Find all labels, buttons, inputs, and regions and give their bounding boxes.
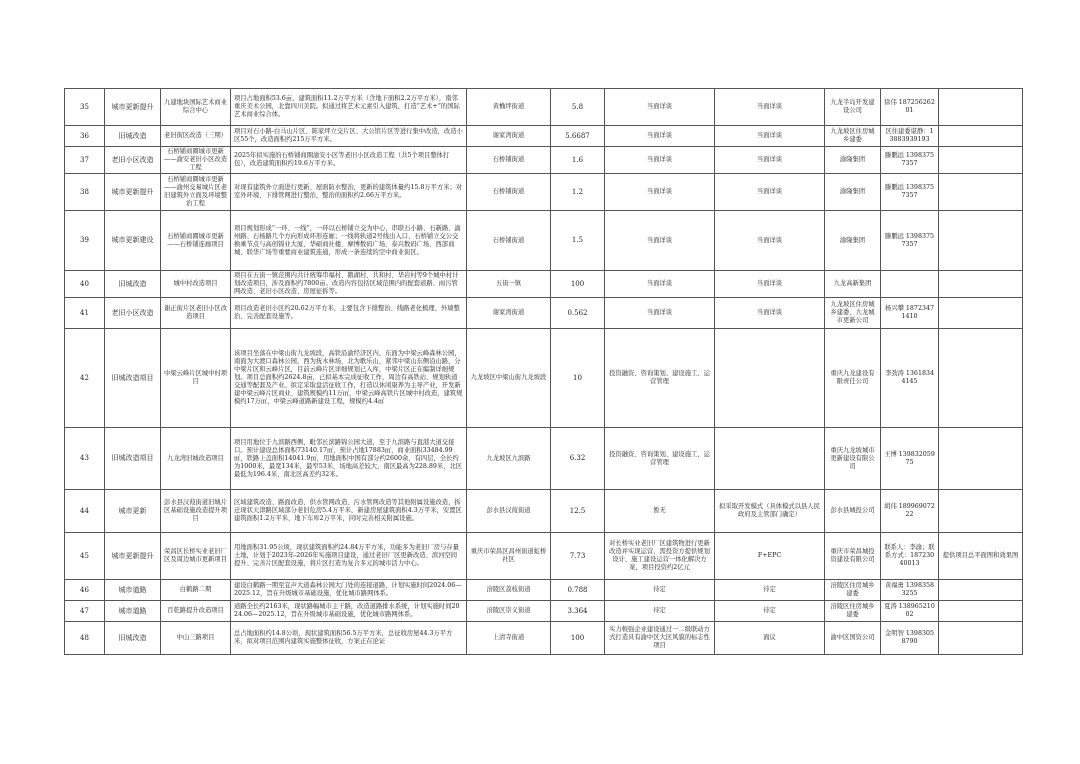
cell-investment: 12.5 [551,490,605,533]
cell-owner: 九龙坡区住房城乡建委 [825,126,881,147]
cell-type: 城市道路 [105,580,161,601]
cell-remark [939,601,1023,622]
cell-remark: 提供项目总平面图和效果图 [939,533,1023,580]
cell-no: 39 [65,211,105,271]
cell-contact: 胡伟 18996907222 [881,490,939,533]
table-row [65,147,1023,174]
cell-mode: 待定 [605,601,715,622]
cell-type: 老旧小区改造 [105,298,161,329]
cell-location: 黄桷坪街道 [467,89,551,126]
table-row [65,490,1023,533]
table-row [65,271,1023,298]
cell-location: 涪陵区荔枝街道 [467,580,551,601]
cell-mode: 当面详谈 [605,211,715,271]
cell-location: 涪陵区崇义街道 [467,601,551,622]
cell-remark [939,329,1023,428]
table-row [65,211,1023,271]
cell-investment: 7.73 [551,533,605,580]
cell-investment: 1.5 [551,211,605,271]
cell-location: 石桥铺街道 [467,174,551,211]
cell-owner: 九龙高新集团 [825,271,881,298]
cell-owner: 九龙坡区住房城乡建委、九龙城市更新公司 [825,298,881,329]
cell-cooperation: 当面详谈 [715,126,825,147]
cell-owner: 九龙半岛开发建设公司 [825,89,881,126]
cell-no: 37 [65,147,105,174]
cell-name: 老旧街区改造（三期） [161,126,231,147]
cell-remark [939,89,1023,126]
cell-remark [939,298,1023,329]
cell-location: 石桥铺街道 [467,147,551,174]
project-table-sheet [64,88,1022,655]
cell-type: 城市更新 [105,490,161,533]
cell-mode: 当面详谈 [605,147,715,174]
cell-investment: 3.364 [551,601,605,622]
cell-description: 用地面积31.95公顷，现状建筑面积约24.84万平方米，功能多为老旧厂房与存量土地，计划于2023年-2026年实施项目建设，通过老旧厂区更新改造、滨河空间提升、完善片区配套设施，将片区打造为复合多元的城市活力中心。 [231,533,467,580]
cell-cooperation: 当面详谈 [715,147,825,174]
cell-mode: 待定 [605,580,715,601]
cell-location: 重庆市荣昌区昌州街道虹桥社区 [467,533,551,580]
cell-mode: 投资融资、咨询策划、建设施工、运营管理 [605,428,715,490]
table-row [65,428,1023,490]
cell-no: 35 [65,89,105,126]
cell-remark [939,580,1023,601]
cell-location: 上清寺街道 [467,622,551,655]
cell-name: 石桥铺商圈城市更新——石桥铺连廊项目 [161,211,231,271]
cell-type: 城市更新提升 [105,174,161,211]
cell-investment: 0.562 [551,298,605,329]
table-row [65,174,1023,211]
cell-owner: 涪陵区住房城乡建委 [825,601,881,622]
cell-contact: 王博 13983205975 [881,428,939,490]
cell-type: 旧城改造项目 [105,428,161,490]
cell-description: 对现有建筑外立面进行更新、屋面防水整治，更新的建筑体量约15.8万平方米；对室外环境、下排管网进行整治，整治的面积约2.66万平方米。 [231,174,467,211]
cell-contact: 金明智 13983058790 [881,622,939,655]
cell-description: 项目占地面积53.6亩，建筑面积11.2万平方米（含地下面积2.2万平方米），南邻重庆美术公园，北靠四川美院。拟通过将艺术元素引入建筑，打造“艺术+”的国际艺术商业综合体。 [231,89,467,126]
cell-no: 38 [65,174,105,211]
cell-description: 总占地面积约14.8公顷，现状建筑面积56.5万平方米，总征收房屋44.3万平方米，拟对项目范围内建筑实施整体征收，方案正在论证 [231,622,467,655]
cell-location: 九龙坡区中梁山街九龙坡段 [467,329,551,428]
cell-name: 九龙湾旧城改造项目 [161,428,231,490]
cell-investment: 5.6687 [551,126,605,147]
cell-type: 城市道路 [105,601,161,622]
cell-cooperation: 面议 [715,622,825,655]
cell-type: 旧城改造 [105,271,161,298]
cell-description: 2025年拟实施的石桥铺商圈渝安小区等老旧小区改造工程（共5个项目整体打包），改造建筑面积约19.6万平方米。 [231,147,467,174]
cell-owner: 彭水县城投公司 [825,490,881,533]
table-row [65,622,1023,655]
cell-name: 石桥铺商圈城市更新——渝安老旧小区改造工程 [161,147,231,174]
cell-description: 项目改造老旧小区约20.62万平方米，主要包含下排整治、线路老化梳理、外墙整治、完善配套设施等。 [231,298,467,329]
cell-investment: 10 [551,329,605,428]
cell-location: 谢家湾街道 [467,298,551,329]
cell-contact: 徐伟 18725626201 [881,89,939,126]
cell-name: 石桥铺商圈城市更新——渝州交易城片区老旧建筑外立面及环境整治工程 [161,174,231,211]
cell-name: 中梁云峰片区城中村项目 [161,329,231,428]
cell-cooperation: 拟采取开发模式（具体模式以县人民政府及主管部门确定） [715,490,825,533]
cell-owner: 重庆市荣昌城投资建设有限公司 [825,533,881,580]
cell-location: 谢家湾街道 [467,126,551,147]
cell-cooperation [715,329,825,428]
cell-investment: 1.6 [551,147,605,174]
cell-description: 项目用地位于九滨路西侧，毗邻长滨路锦公园大道，至于九滨路与直港大道交接口。预计建设总体面积73140.17㎡，预计占地17883㎡，商业面积33484.99㎡，铁路上盖面积14041.9㎡，用地面积中国有部分约2600余，有四层，全长约为1000米，最宽134米，最窄53米，场地高差较大，南区最高为228.89米，北区最低为196.4米，南北区高差约32米。 [231,428,467,490]
cell-mode: 当面详谈 [605,89,715,126]
cell-no: 48 [65,622,105,655]
cell-remark [939,622,1023,655]
cell-remark [939,126,1023,147]
cell-name: 荣昌区长桥实业老旧厂区及周边城市更新项目 [161,533,231,580]
cell-investment: 0.788 [551,580,605,601]
cell-mode: 对长桥实业老旧厂区建筑物进行更新改造并实现运营，需投资方提供规划设计、施工建设运营一体化解决方案，项目投资约2亿元 [605,533,715,580]
cell-contact: 杨兴攀 18723471410 [881,298,939,329]
cell-name: 九建地块国际艺术商业综合中心 [161,89,231,126]
cell-remark [939,271,1023,298]
cell-no: 46 [65,580,105,601]
cell-remark [939,490,1023,533]
cell-owner: 渝中区国资公司 [825,622,881,655]
cell-investment: 6.32 [551,428,605,490]
cell-mode: 当面详谈 [605,298,715,329]
cell-mode: 暂无 [605,490,715,533]
cell-owner: 重庆九龙坡城市更新建设有限公司 [825,428,881,490]
cell-cooperation: 当面详谈 [715,298,825,329]
table-row [65,533,1023,580]
cell-mode: 当面详谈 [605,271,715,298]
cell-contact [881,271,939,298]
cell-name: 谢正街片区老旧小区改造项目 [161,298,231,329]
cell-type: 旧城改造 [105,622,161,655]
cell-mode: 当面详谈 [605,126,715,147]
cell-contact: 黄福勇 13983583255 [881,580,939,601]
cell-description: 项目在五街一镇范围内共计统筹串福村、鹅湖村、共和村、华岩村等9个城中村计划改造项目，涉及面积约7800亩。改造内容包括区域范围内的配套道路、雨污管网改造、老旧小区改造、房屋征拆等。 [231,271,467,298]
cell-investment: 100 [551,622,605,655]
cell-name: 白鹤路二期 [161,580,231,601]
cell-contact: 滕鹏远 13983757357 [881,147,939,174]
cell-description: 该项目坐落在中梁山街九龙坡段，高铁沿渝经济区内，东面为中梁云峰森林公园，南面为大渡口森林公园，西为抚木林场，北为歌乐山，紧邻中梁山东侧沿山路，分中梁片区和云峰片区，目前云峰片区详细规划已入库，中梁片区正在编制详细规划。项目总面积约2624.8亩，已拟基本完成征收工作，周边有高铁站、规划轨道交通等配套及产业。拟定采取盘活征收工作，打造以休闲康养为主导产业，开发新建中梁云峰片区商业、建筑规模约11万㎡，中梁云峰高铁片区城中村改造，建筑规模约17万㎡，中梁云峰道路新建设工程，规模约4.4㎡ [231,329,467,428]
cell-contact: 联系人：李渝；联系方式：18723040013 [881,533,939,580]
cell-remark [939,147,1023,174]
cell-mode: 当面详谈 [605,174,715,211]
cell-contact: 滕鹏远 13983757357 [881,174,939,211]
cell-investment: 100 [551,271,605,298]
cell-cooperation: 待定 [715,601,825,622]
cell-investment: 5.8 [551,89,605,126]
cell-cooperation [715,428,825,490]
cell-no: 42 [65,329,105,428]
cell-contact: 李劲涛 13618344145 [881,329,939,428]
cell-type: 老旧小区改造 [105,147,161,174]
table-row [65,89,1023,126]
cell-no: 47 [65,601,105,622]
cell-type: 城市更新建设 [105,211,161,271]
cell-cooperation: 当面详谈 [715,174,825,211]
cell-type: 城市更新提升 [105,89,161,126]
cell-remark [939,211,1023,271]
table-row [65,580,1023,601]
cell-owner: 渝隆集团 [825,211,881,271]
cell-no: 45 [65,533,105,580]
cell-type: 旧城改造项目 [105,329,161,428]
cell-name: 百乾路提升改造项目 [161,601,231,622]
cell-name: 中山三路项目 [161,622,231,655]
cell-type: 旧城改造 [105,126,161,147]
cell-description: 项目规划形成“一环、一线”，一环以石桥铺立交为中心，串联石小路、石新路、渝州路、石杨路几个方向形成环形连廊；一线将轨道2号线出入口、石桥铺立交公交换乘节点与高创锦业大厦、华硕商社楼、摩博数码广场、泰兴数码广场、西部商城、联华广场等重要商业建筑连通，形成一条连续的空中商业街区。 [231,211,467,271]
cell-owner: 渝隆集团 [825,147,881,174]
cell-no: 40 [65,271,105,298]
cell-mode: 投资融资、咨询策划、建设施工、运营管理 [605,329,715,428]
project-table [64,88,1023,655]
table-row [65,298,1023,329]
cell-remark [939,174,1023,211]
cell-no: 43 [65,428,105,490]
cell-no: 41 [65,298,105,329]
cell-contact: 滕鹏远 13983757357 [881,211,939,271]
cell-name: 城中村改造项目 [161,271,231,298]
cell-investment: 1.2 [551,174,605,211]
cell-contact: 区住建委谌静：13883939193 [881,126,939,147]
cell-owner: 涪陵区住房城乡建委 [825,580,881,601]
cell-cooperation: 当面详谈 [715,211,825,271]
cell-owner: 渝隆集团 [825,174,881,211]
cell-location: 五街一镇 [467,271,551,298]
cell-description: 建设白鹤路一期至宜声大道森林公园大门处的连接道路，计划实施时间2024.06—2025.12，旨在升级城市基础设施，优化城市路网体系。 [231,580,467,601]
cell-description: 项目对石小路-白马山片区、陈家坪立交片区、大公馆片区等进行集中改造，改造小区55个，改造面积约215万平方米。 [231,126,467,147]
cell-location: 石桥铺街道 [467,211,551,271]
cell-owner: 重庆九龙建设有限责任公司 [825,329,881,428]
cell-location: 彭水县汉葭街道 [467,490,551,533]
cell-no: 44 [65,490,105,533]
cell-description: 区域建筑改造、路面改造、供水管网改造、污水管网改造等其他附属设施改造，拆迁现状天津路区域部分老旧危房5.4万平米，新建房屋建筑面积4.3万平米，安置区建筑面积1.2万平米，地下车库2万平米，同时完善相关附属设施。 [231,490,467,533]
cell-cooperation: 当面详谈 [715,89,825,126]
cell-description: 道路全长约2163米，现状路幅城市主干路，改造道路排水系统，计划实施时间2024.06—2025.12，旨在升级城市基础设施，优化城市路网体系。 [231,601,467,622]
cell-location: 九龙坡区九滨路 [467,428,551,490]
table-row [65,126,1023,147]
cell-remark [939,428,1023,490]
cell-type: 城市更新提升 [105,533,161,580]
cell-name: 彭水县汉葭街道旧城片区基础设施改造提升项目 [161,490,231,533]
cell-mode: 实力較强企业建设通过一二级联动方式打造具有渝中区大区风貌的标志性项目 [605,622,715,655]
cell-no: 36 [65,126,105,147]
cell-contact: 夏涛 13896521002 [881,601,939,622]
table-row [65,329,1023,428]
cell-cooperation: 当面详谈 [715,271,825,298]
cell-cooperation: 待定 [715,580,825,601]
cell-cooperation: F+EPC [715,533,825,580]
table-row [65,601,1023,622]
